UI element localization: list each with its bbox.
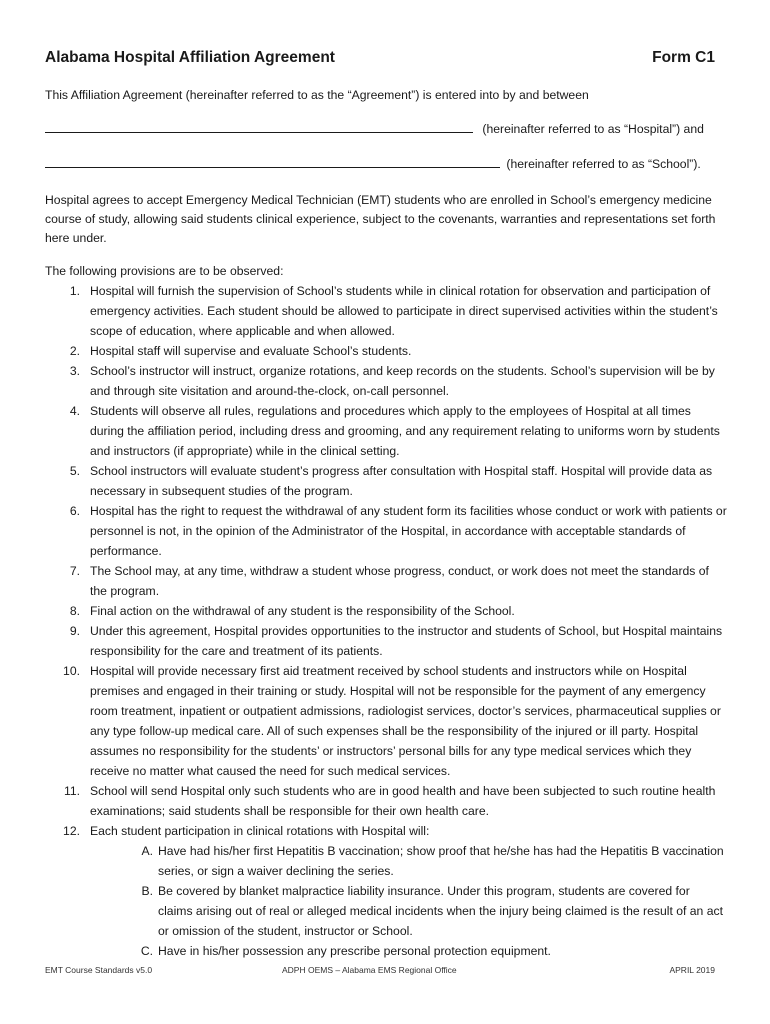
provision-item [45,401,727,461]
school-blank-line [45,157,701,171]
subitem-letter: B. [141,884,153,898]
provision-text: Hospital will furnish the supervision of School’s students while in clinical rotation for observation and participation of emergency activities. Each student should be allowed to participate in direct supervised activities within the student’s scope of education, where applicable and when allowed. [90,284,718,338]
provision-item [45,561,727,601]
footer-right: APRIL 2019 [669,965,715,975]
school-blank-suffix: (hereinafter referred to as “School”). [506,157,701,171]
provision-number: 9. [69,624,80,638]
provision-item [45,621,727,661]
provision-item [45,781,727,821]
provision-text: Students will observe all rules, regulations and procedures which apply to the employees of Hospital at all times during the affiliation period, including dress and grooming, and any requirement relating to uniforms worn by students and instructors (if appropriate) while in the clinical setting. [90,404,720,458]
subitem-letter: A. [141,844,153,858]
provision-item [45,821,727,961]
provision-number: 11. [63,784,80,798]
provision-number: 2. [69,344,80,358]
provision-item [45,341,727,361]
subitem [90,941,727,961]
subitem [90,841,727,881]
provision-text: Hospital staff will supervise and evaluate School’s students. [90,344,412,358]
provision-item [45,281,727,341]
provision-number: 6. [69,504,80,518]
provision-text: Hospital has the right to request the withdrawal of any student form its facilities whose conduct or work with patients or personnel is not, in the opinion of the Administrator of the Hospital, in accordance with acceptable standards of performance. [90,504,727,558]
form-label: Form C1 [652,49,715,66]
subitem-letter: C. [140,944,153,958]
footer-left: EMT Course Standards v5.0 [45,965,153,975]
hospital-blank-suffix: (hereinafter referred to as “Hospital”) and [482,122,704,136]
hospital-name-field[interactable] [45,122,473,133]
provision-number: 8. [69,604,80,618]
provision-number: 12. [63,824,80,838]
provision-item [45,501,727,561]
provision-number: 7. [69,564,80,578]
hospital-blank-line [45,122,704,136]
provision-text: School’s instructor will instruct, organize rotations, and keep records on the students. School’s supervision will be by and through site visitation and around-the-clock, on-call personnel. [90,364,715,398]
header [45,49,715,67]
agreement-paragraph: Hospital agrees to accept Emergency Medical Technician (EMT) students who are enrolled in School’s emergency medicine course of study, allowing said students clinical experience, subject to the covenants, warranties and representations set forth here under. [45,193,716,245]
subitem-text: Have had his/her first Hepatitis B vaccination; show proof that he/she has had the Hepatitis B vaccination series, or sign a waiver declining the series. [158,844,724,878]
provision-text: Each student participation in clinical rotations with Hospital will: [90,824,430,838]
subitem-text: Be covered by blanket malpractice liability insurance. Under this program, students are covered for claims arising out of real or alleged medical incidents when the injury being claimed is the result of an act or omission of the student, instructor or School. [158,884,723,938]
provisions-section [45,261,727,961]
document-title: Alabama Hospital Affiliation Agreement [45,49,335,66]
provision-item [45,461,727,501]
subitem-list [90,841,727,961]
provisions-list [45,281,727,961]
provision-number: 4. [69,404,80,418]
subitem [90,881,727,941]
provision-text: The School may, at any time, withdraw a student whose progress, conduct, or work does not meet the standards of the program. [90,564,709,598]
provision-number: 1. [69,284,80,298]
provision-text: Final action on the withdrawal of any student is the responsibility of the School. [90,604,515,618]
provision-text: School will send Hospital only such students who are in good health and have been subjected to such routine health examinations; said students shall be responsible for their own health care. [90,784,716,818]
provision-number: 10. [63,664,80,678]
provision-number: 5. [69,464,80,478]
provision-text: Under this agreement, Hospital provides opportunities to the instructor and students of School, but Hospital maintains responsibility for the care and treatment of its patients. [90,624,723,658]
provision-number: 3. [69,364,80,378]
provision-item [45,661,727,781]
provision-text: School instructors will evaluate student’s progress after consultation with Hospital staff. Hospital will provide data as necessary in subsequent studies of the program. [90,464,713,498]
provision-text: Hospital will provide necessary first aid treatment received by school students and instructors while on Hospital premises and engaged in their training or study. Hospital will not be responsible for the payment of any emergency room treatment, inpatient or outpatient admissions, radiologist services, doctor’s services, pharmaceutical supplies or any type follow-up medical care. All of such expenses shall be the responsibility of the injured or ill party. Hospital assumes no responsibility for the students’ or instructors’ personal bills for any type medical services which they receive no matter what caused the need for such medical services. [90,664,721,778]
provisions-heading: The following provisions are to be observed: [45,264,284,278]
provision-item [45,361,727,401]
subitem-text: Have in his/her possession any prescribe personal protection equipment. [158,944,551,958]
provision-item [45,601,727,621]
school-name-field[interactable] [45,157,500,168]
footer-center: ADPH OEMS – Alabama EMS Regional Office [282,965,457,975]
intro-text: This Affiliation Agreement (hereinafter referred to as the “Agreement”) is entered into by and between [45,88,589,102]
